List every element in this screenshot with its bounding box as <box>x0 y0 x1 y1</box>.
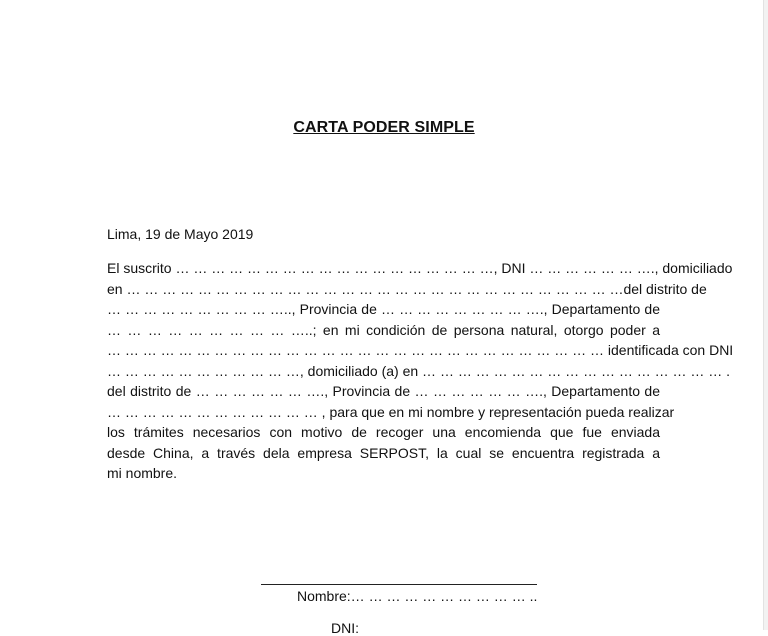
signature-line <box>261 584 537 585</box>
signature-name-label: Nombre:… … … … … … … … … … .. <box>297 588 538 604</box>
body-line: … … … … … … … … … ….., Provincia de … … … … … … … … …., Departamento de <box>107 301 660 317</box>
body-paragraph <box>107 258 734 484</box>
body-line: los trámites necesarios con motivo de recoger una encomienda que fue enviada <box>107 424 660 440</box>
body-line: del distrito de … … … … … … …., Provincia de … … … … … … …., Departamento de <box>107 383 660 399</box>
body-line: mi nombre. <box>107 465 178 481</box>
document-title: CARTA PODER SIMPLE <box>293 119 475 136</box>
date-line: Lima, 19 de Mayo 2019 <box>107 226 254 242</box>
body-line: desde China, a través dela empresa SERPOST, la cual se encuentra registrada a <box>107 444 660 461</box>
body-line: … … … … … … … … … … … … , para que en mi nombre y representación pueda realizar <box>107 403 675 420</box>
body-line: … … … … … … … … … … … … … … … … … … … … … … … … … … … … identificada con DNI <box>107 342 734 358</box>
window-right-edge <box>763 0 768 630</box>
body-line: en … … … … … … … … … … … … … … … … … … … … … … … … … … … …del distrito de <box>107 280 707 297</box>
body-line: … … … … … … … … … … …, domiciliado (a) en … … … … … … … … … … … … … … … … … . <box>107 362 731 379</box>
signature-dni-label: DNI: <box>331 620 359 636</box>
body-line: … … … … … … … … … …..; en mi condición de persona natural, otorgo poder a <box>107 321 660 338</box>
body-line: El suscrito … … … … … … … … … … … … … … … … … …, DNI … … … … … … …., domiciliado <box>107 260 733 276</box>
